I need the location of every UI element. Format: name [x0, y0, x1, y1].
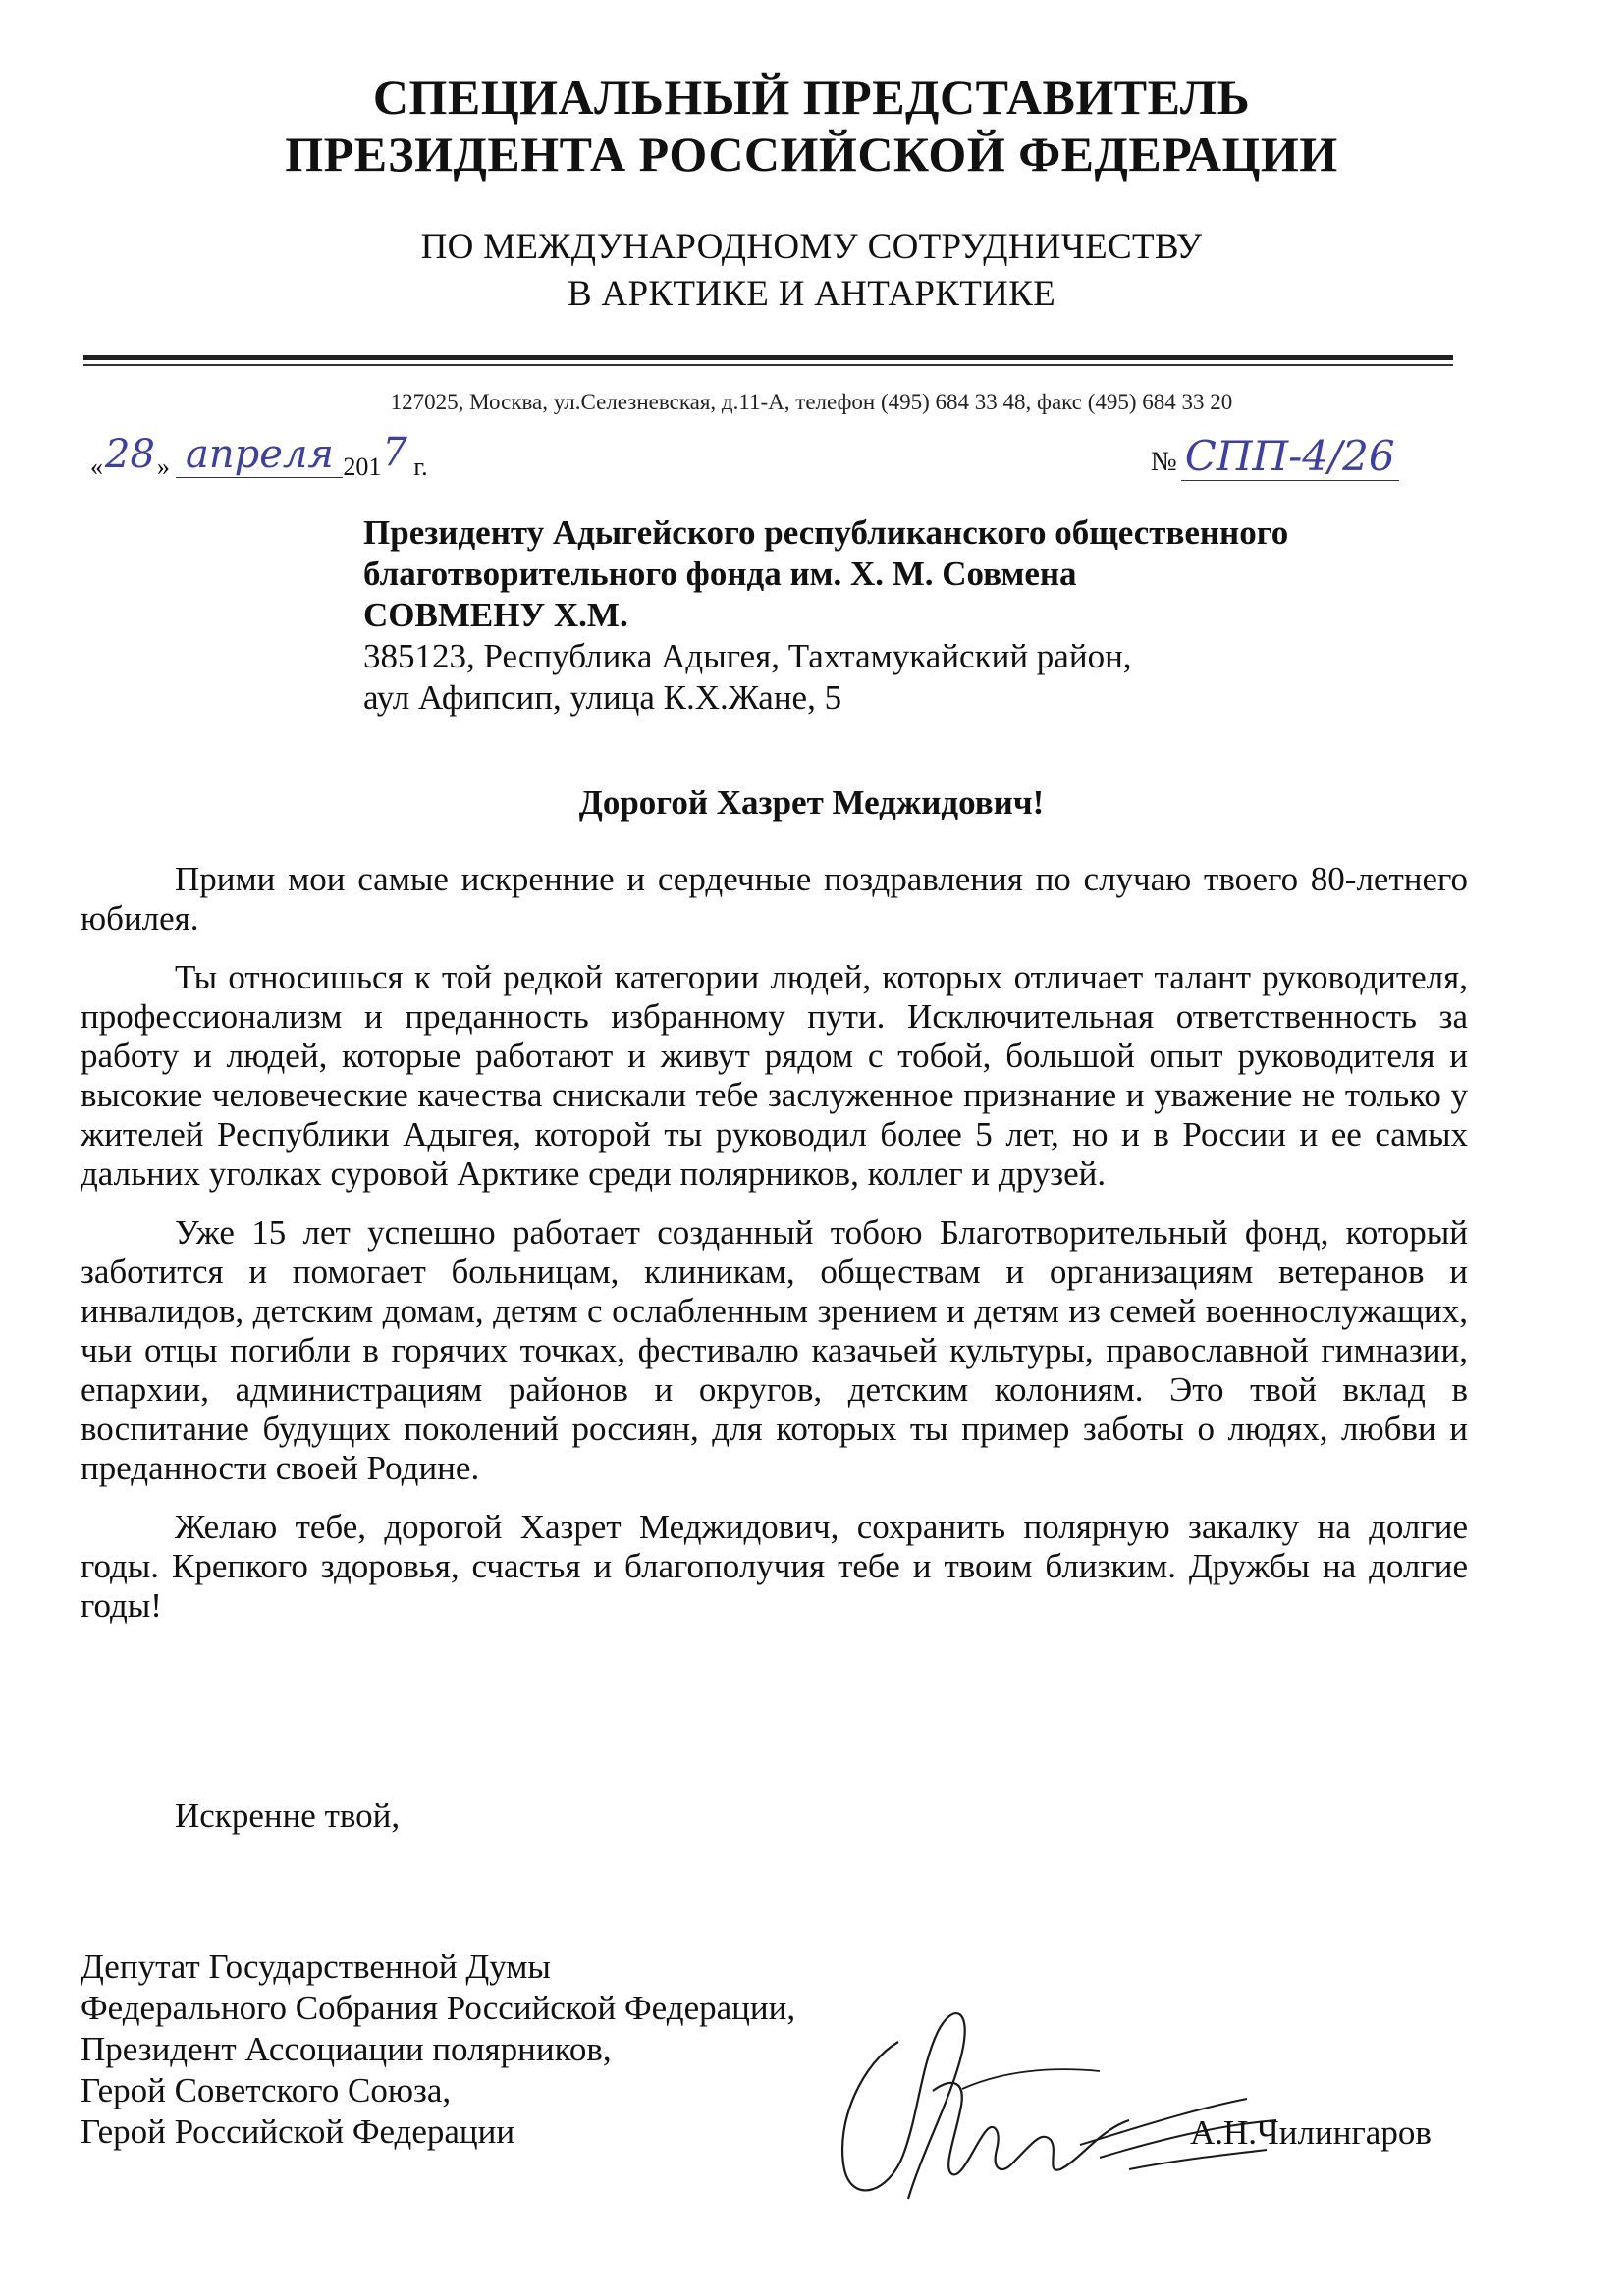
- date-day: 28: [105, 432, 155, 477]
- date-close-quote: »: [156, 453, 170, 481]
- recipient-address2: аул Афипсип, улица К.Х.Жане, 5: [363, 678, 842, 717]
- signer-title-line3: Президент Ассоциации полярников,: [81, 2030, 612, 2068]
- recipient-line2: благотворительного фонда им. Х. М. Совмена: [363, 555, 1077, 593]
- date-year-digit: 7: [382, 430, 407, 475]
- date-year-suffix: г.: [413, 453, 428, 481]
- signer-titles: [81, 1947, 795, 2153]
- recipient-name: СОВМЕНУ Х.М.: [363, 596, 628, 634]
- number-prefix: №: [1151, 447, 1177, 477]
- body-paragraph-1: Прими мои самые искренние и сердечные поздравления по случаю твоего 80-летнего юбилея.: [81, 860, 1468, 937]
- letterhead-subtitle-line2: В АРКТИКЕ И АНТАРКТИКЕ: [567, 274, 1056, 314]
- signer-title-line4: Герой Советского Союза,: [81, 2071, 452, 2109]
- recipient-address1: 385123, Республика Адыгея, Тахтамукайский район,: [363, 637, 1132, 675]
- recipient-block: [363, 512, 1468, 719]
- letter-body: [81, 860, 1468, 1645]
- letter-date: [90, 430, 428, 486]
- signer-title-line2: Федерального Собрания Российской Федерации,: [81, 1989, 796, 2027]
- letter-number: [1151, 432, 1399, 481]
- letterhead-address: 127025, Москва, ул.Селезневская, д.11-А, телефон (495) 684 33 48, факс (495) 684 33 20: [390, 390, 1233, 414]
- body-paragraph-2: Ты относишься к той редкой категории людей, которых отличает талант руководителя, профессионализм и преданность избранному пути. Исключительная ответственность за работу и людей, которые работают и живут рядом с тобой, большой опыт руководителя и высокие человеческие качества снискали тебе заслуженное признание и уважение не только у жителей Республики Адыгея, которой ты руководил более 5 лет, но и в России и ее самых дальних уголках суровой Арктике среди полярников, коллег и друзей.: [81, 958, 1468, 1193]
- letterhead-divider-thin: [83, 364, 1453, 366]
- greeting: Дорогой Хазрет Меджидович!: [578, 783, 1045, 822]
- letterhead-subtitle-line1: ПО МЕЖДУНАРОДНОМУ СОТРУДНИЧЕСТВУ: [420, 227, 1203, 267]
- recipient-line1: Президенту Адыгейского республиканского общественного: [363, 513, 1289, 552]
- body-paragraph-3: Уже 15 лет успешно работает созданный тобою Благотворительный фонд, который заботится и помогает больницам, клиникам, обществам и организациям ветеранов и инвалидов, детским домам, детям с ослабленным зрением и детям из семей военнослужащих, чьи отцы погибли в горячих точках, фестивалю казачьей культуры, православной гимназии, епархии, администрациям районов и округов, детским колониям. Это твой вклад в воспитание будущих поколений россиян, для которых ты пример заботы о людях, любви и преданности своей Родине.: [81, 1213, 1468, 1487]
- signer-title-line5: Герой Российской Федерации: [81, 2112, 515, 2151]
- signer-name: А.Н.Чилингаров: [1190, 2113, 1432, 2152]
- number-value: СПП-4/26: [1181, 432, 1399, 481]
- letterhead-divider-thick: [83, 355, 1453, 360]
- letterhead-title-line2: ПРЕЗИДЕНТА РОССИЙСКОЙ ФЕДЕРАЦИИ: [285, 127, 1338, 182]
- letterhead-title-line1: СПЕЦИАЛЬНЫЙ ПРЕДСТАВИТЕЛЬ: [372, 70, 1251, 125]
- date-open-quote: «: [90, 453, 103, 481]
- closing: Искренне твой,: [175, 1796, 401, 1835]
- handwritten-signature: [805, 1973, 1316, 2218]
- date-month: апреля: [176, 432, 343, 478]
- signer-title-line1: Депутат Государственной Думы: [81, 1948, 551, 1986]
- body-paragraph-4: Желаю тебе, дорогой Хазрет Меджидович, сохранить полярную закалку на долгие годы. Крепкого здоровья, счастья и благополучия тебе и твоим близким. Дружбы на долгие годы!: [81, 1508, 1468, 1625]
- date-year-prefix: 201: [343, 453, 382, 481]
